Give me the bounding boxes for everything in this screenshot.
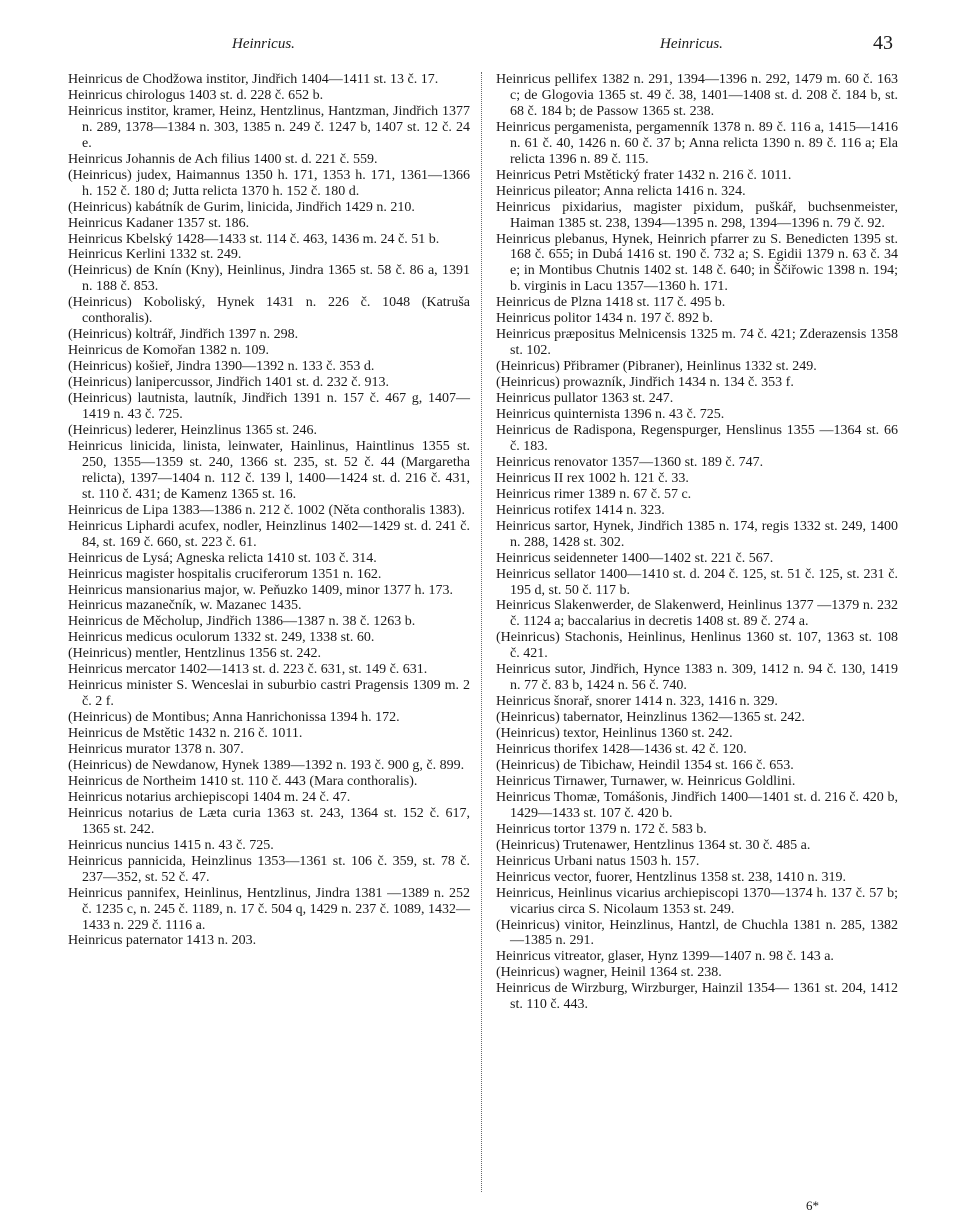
index-entry: Heinricus de Wirzburg, Wirzburger, Hainzil 1354— 1361 st. 204, 1412 st. 110 č. 443. — [496, 981, 898, 1013]
index-entry: Heinricus institor, kramer, Heinz, Hentzlinus, Hantzman, Jindřich 1377 n. 289, 1378—1384 n. 303, 1385 n. 249 č. 1247 b, 1407 st. 12 č. 24 e. — [68, 103, 470, 151]
index-entry: (Heinricus) Přibramer (Pibraner), Heinlinus 1332 st. 249. — [496, 359, 817, 375]
index-entry: Heinricus de Mstětic 1432 n. 216 č. 1011. — [68, 726, 303, 742]
index-entry: (Heinricus) de Montibus; Anna Hanrichonissa 1394 h. 172. — [68, 710, 400, 726]
index-entry: Heinricus sellator 1400—1410 st. d. 204 č. 125, st. 51 č. 125, st. 231 č. 195 d, st. 50 č. 117 b. — [496, 566, 898, 598]
index-entry: Heinricus Kbelský 1428—1433 st. 114 č. 463, 1436 m. 24 č. 51 b. — [68, 231, 440, 247]
index-entry: Heinricus medicus oculorum 1332 st. 249, 1338 st. 60. — [68, 630, 375, 646]
index-entry: (Heinricus) tabernator, Heinzlinus 1362—1365 st. 242. — [496, 710, 805, 726]
index-entry: Heinricus tortor 1379 n. 172 č. 583 b. — [496, 821, 707, 837]
index-entry: (Heinricus) mentler, Hentzlinus 1356 st. 242. — [68, 646, 321, 662]
right-column — [496, 72, 898, 1013]
index-entry: Heinricus rotifex 1414 n. 323. — [496, 502, 665, 518]
index-entry: Heinricus seidenneter 1400—1402 st. 221 č. 567. — [496, 550, 774, 566]
index-entry: Heinricus de Chodžowa institor, Jindřich 1404—1411 st. 13 č. 17. — [68, 72, 439, 87]
index-entry: Heinricus šnorař, snorer 1414 n. 323, 1416 n. 329. — [496, 694, 778, 710]
signature-mark: 6* — [806, 1198, 819, 1213]
index-entry: Heinricus politor 1434 n. 197 č. 892 b. — [496, 311, 713, 327]
index-entry: Heinricus magister hospitalis cruciferorum 1351 n. 162. — [68, 566, 382, 582]
index-entry: (Heinricus) Koboliský, Hynek 1431 n. 226 č. 1048 (Katruša conthoralis). — [68, 295, 470, 327]
index-entry: Heinricus pileator; Anna relicta 1416 n. 324. — [496, 183, 746, 199]
index-entry: Heinricus renovator 1357—1360 st. 189 č. 747. — [496, 454, 764, 470]
index-entry: Heinricus mazanečník, w. Mazanec 1435. — [68, 598, 302, 614]
index-entry: Heinricus rimer 1389 n. 67 č. 57 c. — [496, 486, 692, 502]
index-entry: (Heinricus) prowazník, Jindřich 1434 n. 134 č. 353 f. — [496, 375, 794, 391]
index-entry: Heinricus Kadaner 1357 st. 186. — [68, 215, 250, 231]
index-entry: Heinricus vitreator, glaser, Hynz 1399—1407 n. 98 č. 143 a. — [496, 949, 834, 965]
index-entry: Heinricus plebanus, Hynek, Heinrich pfarrer zu S. Benedicten 1395 st. 168 č. 655; in Dubá 1416 st. 190 č. 732 a; S. Egidii 1379 n. 63 č. 34 e; in Montibus Chutnis 1402 st. 148 č. 640; in Ščiřowic 1398 n. 194; b. virginis in Lacu 1357—1360 h. 171. — [496, 231, 898, 295]
left-column — [68, 72, 470, 949]
index-entry: Heinricus Liphardi acufex, nodler, Heinzlinus 1402—1429 st. d. 241 č. 84, st. 169 č. 660, st. 223 č. 61. — [68, 518, 470, 550]
index-entry: (Heinricus) de Knín (Kny), Heinlinus, Jindra 1365 st. 58 č. 86 a, 1391 n. 188 č. 853. — [68, 263, 470, 295]
index-entry: Heinricus pergamenista, pergamenník 1378 n. 89 č. 116 a, 1415—1416 n. 61 č. 40, 1426 n. 60 č. 37 b; Anna relicta 1390 n. 89 č. 116 a; Ela relicta 1396 n. 89 č. 115. — [496, 119, 898, 167]
index-entry: Heinricus pannicida, Heinzlinus 1353—1361 st. 106 č. 359, st. 78 č. 237—352, st. 52 č. 47. — [68, 853, 470, 885]
index-entry: Heinricus chirologus 1403 st. d. 228 č. 652 b. — [68, 87, 324, 103]
index-entry: Heinricus nuncius 1415 n. 43 č. 725. — [68, 837, 274, 853]
index-entry: Heinricus de Lipa 1383—1386 n. 212 č. 1002 (Něta conthoralis 1383). — [68, 502, 465, 518]
index-entry: (Heinricus) judex, Haimannus 1350 h. 171, 1353 h. 171, 1361—1366 h. 152 č. 180 d; Jutta relicta 1370 h. 152 č. 180 d. — [68, 167, 470, 199]
index-entry: (Heinricus) de Newdanow, Hynek 1389—1392 n. 193 č. 900 g, č. 899. — [68, 757, 465, 773]
index-entry: Heinricus Urbani natus 1503 h. 157. — [496, 853, 700, 869]
index-entry: Heinricus de Northeim 1410 st. 110 č. 443 (Mara conthoralis). — [68, 773, 418, 789]
index-entry: Heinricus II rex 1002 h. 121 č. 33. — [496, 470, 689, 486]
index-entry: Heinricus de Plzna 1418 st. 117 č. 495 b. — [496, 295, 726, 311]
running-head-right: Heinricus. — [660, 36, 723, 52]
index-entry: Heinricus pellifex 1382 n. 291, 1394—1396 n. 292, 1479 m. 60 č. 163 c; de Glogovia 1365 st. 49 č. 38, 1401—1408 st. d. 208 č. 184 b, st. 68 č. 184 b; de Passow 1365 st. 238. — [496, 72, 898, 119]
index-entry: Heinricus præpositus Melnicensis 1325 m. 74 č. 421; Zderazensis 1358 st. 102. — [496, 327, 898, 359]
index-entry: (Heinricus) Trutenawer, Hentzlinus 1364 st. 30 č. 485 a. — [496, 837, 811, 853]
index-entry: (Heinricus) Stachonis, Heinlinus, Henlinus 1360 st. 107, 1363 st. 108 č. 421. — [496, 630, 898, 662]
index-entry: Heinricus sutor, Jindřich, Hynce 1383 n. 309, 1412 n. 94 č. 130, 1419 n. 77 č. 83 b, 1424 n. 56 č. 740. — [496, 662, 898, 694]
index-entry: Heinricus notarius de Læta curia 1363 st. 243, 1364 st. 152 č. 617, 1365 st. 242. — [68, 805, 470, 837]
index-entry: Heinricus thorifex 1428—1436 st. 42 č. 120. — [496, 742, 747, 758]
index-entry: Heinricus pullator 1363 st. 247. — [496, 391, 674, 407]
index-entry: (Heinricus) de Tibichaw, Heindil 1354 st. 166 č. 653. — [496, 757, 794, 773]
index-entry: Heinricus paternator 1413 n. 203. — [68, 933, 257, 949]
index-entry: Heinricus linicida, linista, leinwater, Hainlinus, Haintlinus 1355 st. 250, 1355—1359 st. 240, 1366 st. 235, st. 52 č. 44 (Margaretha relicta), 1397—1404 n. 112 č. 139 l, 1400—1424 st. d. 216 č. 431, st. 110 č. 431; de Kamenz 1365 st. 16. — [68, 438, 470, 502]
index-entry: (Heinricus) textor, Heinlinus 1360 st. 242. — [496, 726, 733, 742]
index-entry: Heinricus minister S. Wenceslai in suburbio castri Pragensis 1309 m. 2 č. 2 f. — [68, 678, 470, 710]
column-divider — [481, 72, 482, 1192]
index-entry: Heinricus sartor, Hynek, Jindřich 1385 n. 174, regis 1332 st. 249, 1400 n. 288, 1428 st. 302. — [496, 518, 898, 550]
index-entry: (Heinricus) lanipercussor, Jindřich 1401 st. d. 232 č. 913. — [68, 375, 389, 391]
index-entry: Heinricus mercator 1402—1413 st. d. 223 č. 631, st. 149 č. 631. — [68, 662, 428, 678]
index-entry: Heinricus Tirnawer, Turnawer, w. Heinricus Goldlini. — [496, 773, 796, 789]
index-entry: (Heinricus) košieř, Jindra 1390—1392 n. 133 č. 353 d. — [68, 359, 375, 375]
running-head-left: Heinricus. — [232, 36, 295, 52]
page-number: 43 — [873, 32, 893, 54]
index-entry: Heinricus, Heinlinus vicarius archiepiscopi 1370—1374 h. 137 č. 57 b; vicarius circa S. Nicolaum 1353 st. 249. — [496, 885, 898, 917]
index-entry: Heinricus Kerlini 1332 st. 249. — [68, 247, 242, 263]
index-entry: Heinricus notarius archiepiscopi 1404 m. 24 č. 47. — [68, 789, 351, 805]
index-entry: (Heinricus) lautnista, lautník, Jindřich 1391 n. 157 č. 467 g, 1407—1419 n. 43 č. 725. — [68, 391, 470, 423]
index-entry: (Heinricus) kabátník de Gurim, linicida, Jindřich 1429 n. 210. — [68, 199, 415, 215]
index-entry: Heinricus murator 1378 n. 307. — [68, 742, 244, 758]
index-entry: (Heinricus) koltrář, Jindřich 1397 n. 298. — [68, 327, 299, 343]
index-entry: Heinricus vector, fuorer, Hentzlinus 1358 st. 238, 1410 n. 319. — [496, 869, 846, 885]
index-entry: Heinricus de Komořan 1382 n. 109. — [68, 343, 270, 359]
index-entry: Heinricus mansionarius major, w. Peňuzko 1409, minor 1377 h. 173. — [68, 582, 454, 598]
index-entry: Heinricus de Radispona, Regenspurger, Henslinus 1355 —1364 st. 66 č. 183. — [496, 422, 898, 454]
index-entry: Heinricus pixidarius, magister pixidum, puškář, buchsenmeister, Haiman 1385 st. 238, 1394—1395 n. 298, 1394—1396 n. 79 č. 92. — [496, 199, 898, 231]
index-entry: Heinricus de Měcholup, Jindřich 1386—1387 n. 38 č. 1263 b. — [68, 614, 416, 630]
index-entry: Heinricus Thomæ, Tomášonis, Jindřich 1400—1401 st. d. 216 č. 420 b, 1429—1433 st. 107 č. 420 b. — [496, 789, 898, 821]
index-entry: Heinricus pannifex, Heinlinus, Hentzlinus, Jindra 1381 —1389 n. 252 č. 1235 c, n. 245 č. 1189, n. 17 č. 504 q, 1429 n. 237 č. 1089, 1432—1433 n. 229 č. 1116 a. — [68, 885, 470, 933]
index-entry: (Heinricus) vinitor, Heinzlinus, Hantzl, de Chuchla 1381 n. 285, 1382—1385 n. 291. — [496, 917, 898, 949]
index-entry: Heinricus Petri Mstětický frater 1432 n. 216 č. 1011. — [496, 167, 792, 183]
index-entry: (Heinricus) lederer, Heinzlinus 1365 st. 246. — [68, 422, 318, 438]
index-entry: Heinricus quinternista 1396 n. 43 č. 725. — [496, 407, 725, 423]
index-entry: (Heinricus) wagner, Heinil 1364 st. 238. — [496, 965, 722, 981]
index-entry: Heinricus Slakenwerder, de Slakenwerd, Heinlinus 1377 —1379 n. 232 č. 1124 a; baccalarius in decretis 1408 st. 89 č. 274 a. — [496, 598, 898, 630]
index-entry: Heinricus de Lysá; Agneska relicta 1410 st. 103 č. 314. — [68, 550, 377, 566]
index-entry: Heinricus Johannis de Ach filius 1400 st. d. 221 č. 559. — [68, 151, 378, 167]
